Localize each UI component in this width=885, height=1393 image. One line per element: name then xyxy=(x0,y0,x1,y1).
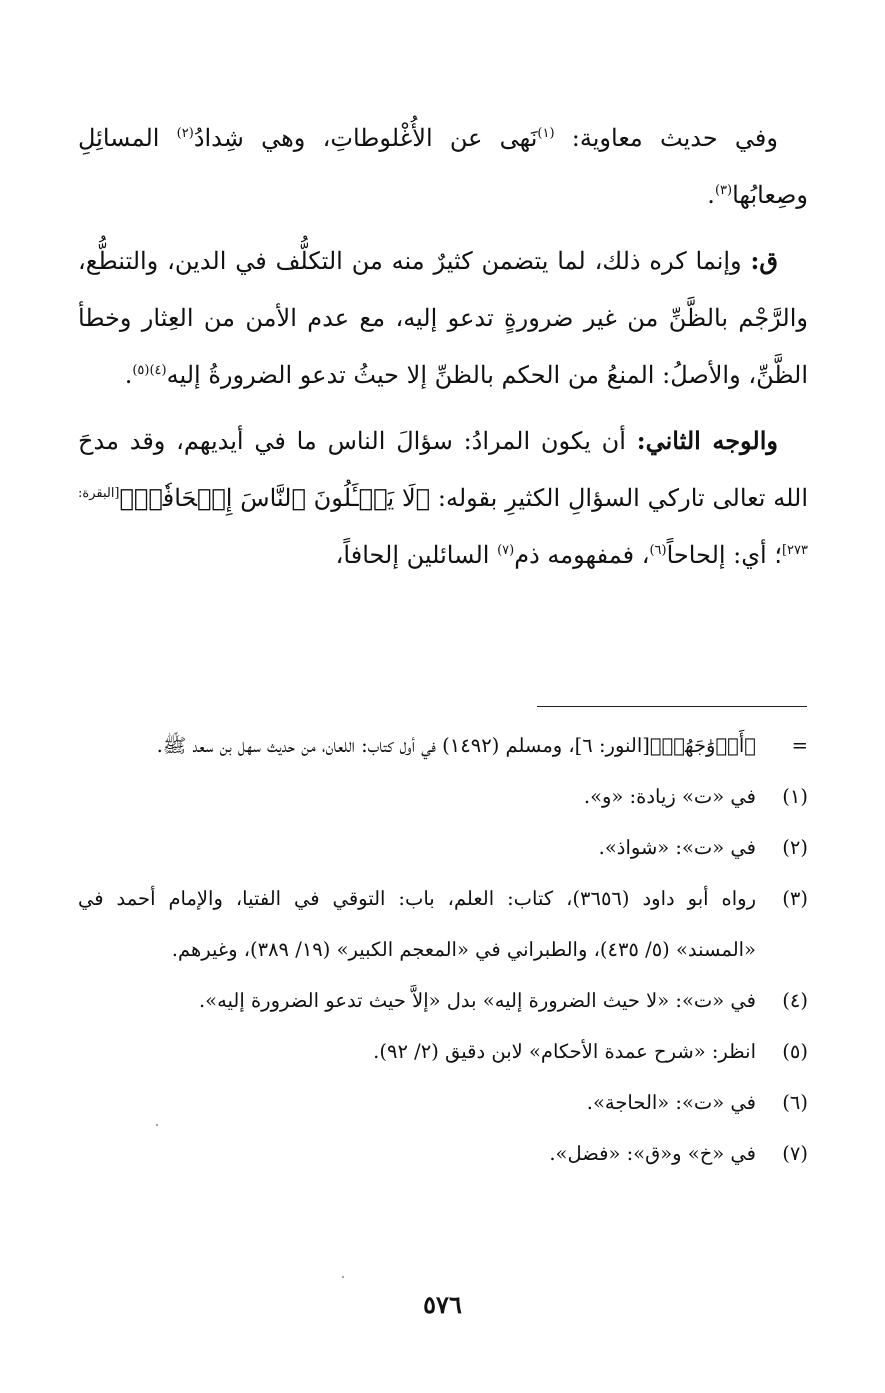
quran-verse: ﴿أَزۡوَٰجَهُمۡ﴾ xyxy=(649,734,756,757)
page-number: ٥٧٦ xyxy=(423,1290,462,1319)
paragraph-text: أن يكون المرادُ: سؤالَ الناس ما في أيديهم، وقد مدحَ الله تعالى تاركي السؤالِ الكثيرِ بقوله: xyxy=(78,427,808,512)
footnote xyxy=(78,975,808,1026)
quran-verse: ﴿لَا يَسۡـَٔلُونَ ٱلنَّاسَ إِلۡحَافٗاۗ﴾ xyxy=(119,484,431,512)
footnote-text: في «ت»: «شواذ». xyxy=(598,836,756,859)
footnote xyxy=(78,1026,808,1077)
footnote-number: = xyxy=(791,734,808,757)
footnote xyxy=(78,1077,808,1128)
paragraph-text: . xyxy=(707,181,715,209)
paragraph-text: ، فمفهومه ذم xyxy=(514,541,650,569)
footnote-text: في «ت»: «لا حيث الضرورة إليه» بدل «إلاَّ حيث تدعو الضرورة إليه». xyxy=(198,989,756,1012)
paragraph-text: السائلين إلحافاً، xyxy=(335,541,498,569)
footnote-text: في «ت»: «الحاجة». xyxy=(586,1091,756,1114)
footnote-number: (٥) xyxy=(782,1040,808,1063)
footnote-marker[interactable]: (٣) xyxy=(714,183,733,198)
footnote-number: (٢) xyxy=(782,836,808,859)
quran-reference: [البقرة: ٢٧٣] xyxy=(78,486,808,558)
footnote-marker[interactable]: (٥) xyxy=(132,363,150,378)
paragraph-text: . xyxy=(124,361,133,389)
footnote-separator xyxy=(537,706,807,707)
paragraph-text: وإنما كره ذلك، لما يتضمن كثيرٌ منه من التكلُّف في الدين، والتنطُّع، والرَّجْم بالظَّنِّ من غير ضرورةٍ تدعو إليه، مع عدم الأمن من العِثار وخطأ الظَّنِّ، والأصلُ: المنعُ من الحكم بالظنِّ إلا حيثُ تدعو الضرورةُ إليه xyxy=(78,247,808,389)
footnote xyxy=(78,1128,808,1179)
footnote-number: (٧) xyxy=(782,1142,808,1165)
paragraph-2 xyxy=(78,232,808,404)
footnote-number: (١) xyxy=(782,785,808,808)
scan-speck xyxy=(156,1124,158,1126)
main-text xyxy=(78,110,808,584)
paragraph-text: ؛ أي: إلحاحاً xyxy=(666,541,782,569)
footnote-number: (٤) xyxy=(782,989,808,1012)
footnote-marker[interactable]: (٢) xyxy=(176,126,194,141)
footnote-marker[interactable]: (٦) xyxy=(649,543,667,558)
footnote-text: [النور: ٦]، ومسلم (١٤٩٢) في أول كتاب: اللعان، من حديث سهل بن سعد ﷺ. xyxy=(156,734,650,757)
paragraph-text: نَهى عن الأُغْلوطاتِ، وهي شِدادُ xyxy=(193,124,538,152)
footnote xyxy=(78,720,808,771)
footnote xyxy=(78,873,808,975)
footnotes xyxy=(78,720,808,1179)
paragraph-lead: والوجه الثاني: xyxy=(636,426,778,455)
paragraph-1 xyxy=(78,110,808,224)
footnote-marker[interactable]: (٧) xyxy=(497,543,515,558)
paragraph-text: المسائِلِ وصِعابُها xyxy=(78,124,808,209)
footnote-marker[interactable]: (١) xyxy=(537,126,555,141)
paragraph-lead: ق: xyxy=(750,246,778,275)
paragraph-3 xyxy=(78,412,808,584)
footnote xyxy=(78,771,808,822)
footnote-number: (٣) xyxy=(782,887,808,910)
scan-speck xyxy=(342,1276,344,1278)
footnote-text: رواه أبو داود (٣٦٥٦)، كتاب: العلم، باب: التوقي في الفتيا، والإمام أحمد في «المسند» (٥/ ٤٣٥)، والطبراني في «المعجم الكبير» (١٩/ ٣٨٩)، وغيرهم. xyxy=(78,887,756,961)
footnote xyxy=(78,822,808,873)
footnote-number: (٦) xyxy=(782,1091,808,1114)
footnote-text: في «خ» و«ق»: «فضل». xyxy=(549,1142,756,1165)
footnote-marker[interactable]: (٤) xyxy=(149,363,167,378)
paragraph-text: وفي حديث معاوية: xyxy=(554,124,778,152)
footnote-text: انظر: «شرح عمدة الأحكام» لابن دقيق (٢/ ٩٢). xyxy=(373,1040,756,1063)
footnote-text: في «ت» زيادة: «و». xyxy=(583,785,756,808)
